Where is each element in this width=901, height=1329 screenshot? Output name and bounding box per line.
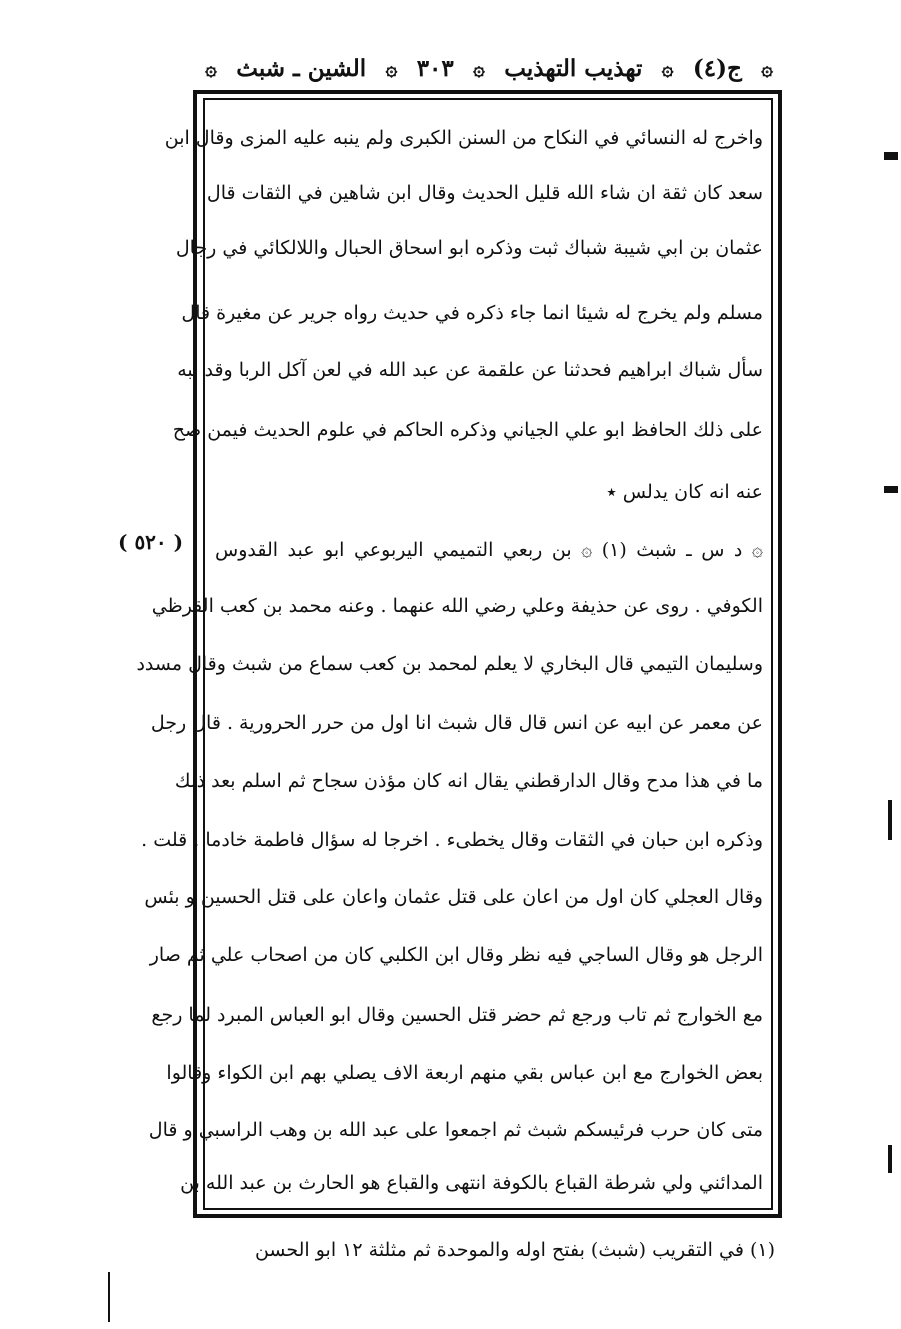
- text-line: الرجل هو وقال الساجي فيه نظر وقال ابن الكلبي كان من اصحاب علي ثم صار: [149, 944, 763, 966]
- entry-heading: ۞ د س ـ شبث (١) ۞ بن ربعي التميمي اليربوعي ابو عبد القدوس: [215, 539, 763, 561]
- margin-mark: [888, 800, 892, 840]
- text-line: وقال العجلي كان اول من اعان على قتل عثمان واعان على قتل الحسين و بئس: [144, 886, 763, 908]
- margin-mark: [884, 486, 898, 493]
- ornament-icon: ۞: [761, 56, 773, 80]
- text-line: وذكره ابن حبان في الثقات وقال يخطىء . اخرجا له سؤال فاطمة خادما . قلت .: [141, 829, 763, 851]
- page-header: [205, 48, 773, 88]
- ornament-icon: ۞: [661, 56, 674, 80]
- margin-mark: [108, 1272, 110, 1322]
- text-line: بعض الخوارج مع ابن عباس بقي منهم اربعة الاف يصلي بهم ابن الكواء وقالوا: [166, 1062, 763, 1084]
- text-line: متى كان حرب فرئيسكم شبث ثم اجمعوا على عبد الله بن وهب الراسبي و قال: [148, 1119, 763, 1141]
- text-line: ما في هذا مدح وقال الدارقطني يقال انه كان مؤذن سجاح ثم اسلم بعد ذلك: [174, 770, 763, 792]
- text-line: على ذلك الحافظ ابو علي الجياني وذكره الحاكم في علوم الحديث فيمن صح: [172, 419, 763, 441]
- volume-label: ج(٤): [692, 54, 742, 82]
- text-line: عن معمر عن ابيه عن انس قال قال شبث انا اول من حرر الحرورية . قال رجل: [150, 712, 763, 734]
- margin-mark: [884, 152, 898, 160]
- ornament-icon: ۞: [385, 56, 398, 80]
- text-line: واخرج له النسائي في النكاح من السنن الكبرى ولم ينبه عليه المزى وقال ابن: [164, 127, 763, 149]
- text-line: وسليمان التيمي قال البخاري لا يعلم لمحمد بن كعب سماع من شبث وقال مسدد: [136, 653, 763, 675]
- text-line: مع الخوارج ثم تاب ورجع ثم حضر قتل الحسين وقال ابو العباس المبرد لما رجع: [151, 1004, 763, 1026]
- ornament-icon: ۞: [205, 56, 217, 80]
- text-line: المدائني ولي شرطة القباع بالكوفة انتهى والقباع هو الحارث بن عبد الله بن: [180, 1172, 763, 1194]
- margin-mark: [888, 1145, 892, 1173]
- ornament-icon: ۞: [473, 56, 485, 80]
- text-line: عثمان بن ابي شيبة شباك ثبت وذكره ابو اسحاق الحبال واللالكائي في رجال: [175, 237, 763, 259]
- text-line: سعد كان ثقة ان شاء الله قليل الحديث وقال ابن شاهين في الثقات قال: [206, 182, 763, 204]
- text-line: عنه انه كان يدلس ٭: [606, 481, 763, 503]
- section-title: الشين ـ شبث: [236, 54, 367, 82]
- book-title: تهذيب التهذيب: [504, 54, 643, 82]
- entry-number: ( ٥٢٠ ): [118, 530, 184, 554]
- footnote: (١) في التقريب (شبث) بفتح اوله والموحدة ثم مثلثة ١٢ ابو الحسن: [254, 1239, 775, 1261]
- text-line: مسلم ولم يخرج له شيئا انما جاء ذكره في حديث رواه جرير عن مغيرة قال: [181, 302, 763, 324]
- text-line: سأل شباك ابراهيم فحدثنا عن علقمة عن عبد الله في لعن آكل الربا وقد نبه: [177, 359, 763, 381]
- page-number: ٣٠٣: [416, 54, 454, 82]
- text-line: الكوفي . روى عن حذيفة وعلي رضي الله عنهما . وعنه محمد بن كعب القرظي: [151, 595, 763, 617]
